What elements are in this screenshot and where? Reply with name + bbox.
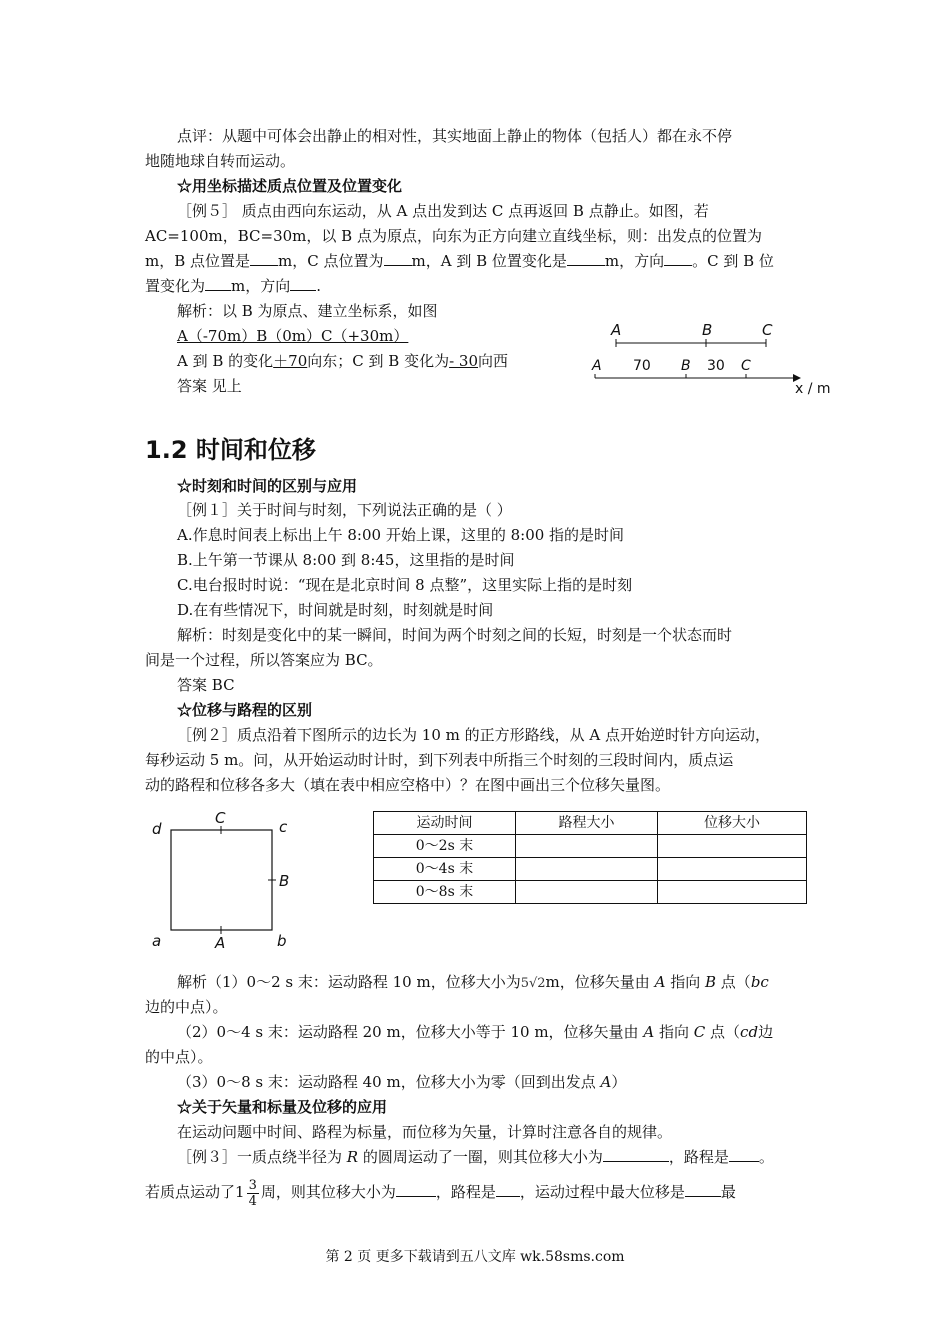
header-time: 运动时间 (374, 812, 516, 835)
blank (396, 1182, 436, 1197)
label-C-axis: C (741, 358, 751, 374)
text: ，路程是 (435, 1183, 496, 1201)
row-time: 0～2s 末 (374, 835, 516, 858)
numerator: 3 (248, 1177, 257, 1193)
text: ，运动过程中最大位移是 (519, 1183, 685, 1201)
text: A (654, 973, 666, 991)
table-row (374, 835, 807, 858)
example5-line-1: ［例５］ 质点由西向东运动，从 A 点出发到达 C 点再返回 B 点静止。如图，若 (177, 202, 709, 220)
text: ，路程是 (668, 1148, 729, 1166)
sqrt-value: 5√2 (520, 976, 546, 991)
option-a: A.作息时间表上标出上午 8:00 开始上课，这里的 8:00 指的是时间 (177, 526, 625, 544)
answer-table (373, 811, 807, 904)
text: ［例３］一质点绕半径为 (177, 1148, 343, 1166)
example3-line-1 (177, 1146, 774, 1168)
row-time: 0～4s 末 (374, 858, 516, 881)
example2-line-3: 动的路程和位移各多大（填在表中相应空格中）？在图中画出三个位移矢量图。 (145, 776, 671, 794)
text: B (704, 973, 717, 991)
label-A-axis: A (592, 358, 602, 374)
solution-2-line-1 (177, 1021, 773, 1043)
label-A-top: A (611, 321, 622, 339)
blank (205, 276, 231, 291)
blank (603, 1147, 669, 1162)
text: 点（ (720, 973, 751, 991)
text: . (316, 277, 322, 295)
text: 解析（1）0～2 s 末：运动路程 10 m，位移大小为 (177, 973, 521, 991)
text: cd (740, 1023, 759, 1041)
example5-answer: 答案 见上 (177, 377, 242, 395)
blank (567, 251, 605, 266)
option-d: D.在有些情况下，时间就是时刻，时刻就是时间 (177, 601, 494, 619)
axis-label: x / m (795, 381, 831, 397)
page-title: 1.2 时间和位移 (145, 436, 316, 464)
text: （3）0～8 s 末：运动路程 40 m，位移大小为零（回到出发点 (177, 1073, 596, 1091)
label-B-axis: B (681, 358, 691, 374)
comment-line-2: 地随地球自转而运动。 (145, 152, 296, 170)
text: 。C 到 B 位 (692, 252, 774, 270)
square-path-diagram (145, 810, 305, 958)
header-distance: 路程大小 (516, 812, 658, 835)
empty-cell[interactable] (516, 881, 658, 904)
example5-analysis-1: 解析：以 B 为原点、建立坐标系，如图 (177, 302, 438, 320)
label-c: c (279, 818, 288, 836)
text: 置变化为 (145, 277, 206, 295)
text: 的圆周运动了一圈，则其位移大小为 (362, 1148, 603, 1166)
example1-question: ［例１］关于时间与时刻，下列说法正确的是（ ） (177, 501, 512, 519)
header-displacement: 位移大小 (658, 812, 807, 835)
section-heading-coordinates: ☆用坐标描述质点位置及位置变化 (177, 177, 403, 195)
example3-line-2 (145, 1174, 736, 1210)
solution-3 (177, 1071, 626, 1093)
section-heading-time: ☆时刻和时间的区别与应用 (177, 477, 358, 495)
text: R (346, 1148, 359, 1166)
fraction (247, 1178, 259, 1209)
text: m，位移矢量由 (545, 973, 650, 991)
coordinate-diagram (585, 315, 845, 400)
text: 点（ (710, 1023, 741, 1041)
text: m，C 点位置为 (278, 252, 384, 270)
blank (384, 251, 412, 266)
empty-cell[interactable] (658, 881, 807, 904)
text: m，A 到 B 位置变化是 (411, 252, 567, 270)
label-b: b (277, 932, 287, 950)
text: A 到 B 的变化 (177, 352, 274, 370)
table-row (374, 881, 807, 904)
label-30: 30 (707, 358, 725, 374)
section-heading-displacement: ☆位移与路程的区别 (177, 701, 313, 719)
denominator: 4 (248, 1193, 257, 1209)
text: 最 (720, 1183, 736, 1201)
text: C (693, 1023, 706, 1041)
text: 指向 (670, 973, 701, 991)
text: 。 (758, 1148, 774, 1166)
mixed-number-whole: 1 (235, 1183, 245, 1201)
example5-line-2: AC=100m，BC=30m，以 B 点为原点，向东为正方向建立直线坐标，则：出发点的位置为 (145, 227, 762, 245)
example5-analysis-2: A（-70m）B（0m）C（+30m） (177, 327, 409, 345)
label-a: a (152, 932, 162, 950)
text: 边 (758, 1023, 774, 1041)
example1-answer: 答案 BC (177, 676, 235, 694)
text: （2）0～4 s 末：运动路程 20 m，位移大小等于 10 m，位移矢量由 (177, 1023, 639, 1041)
solution-1-line-2: 边的中点）。 (145, 998, 228, 1016)
section-heading-vectors: ☆关于矢量和标量及位移的应用 (177, 1098, 388, 1116)
paragraph-vectors: 在运动问题中时间、路程为标量，而位移为矢量，计算时注意各自的规律。 (177, 1123, 673, 1141)
label-A: A (215, 934, 226, 952)
table-header-row (374, 812, 807, 835)
page-footer: 第 2 页 更多下载请到五八文库 wk.58sms.com (325, 1249, 625, 1265)
example1-analysis-1: 解析：时刻是变化中的某一瞬间，时间为两个时刻之间的长短，时刻是一个状态而时 (177, 626, 733, 644)
text: 若质点运动了 (145, 1183, 236, 1201)
blank (664, 251, 692, 266)
text: ＋70 (273, 352, 308, 370)
blank (685, 1182, 721, 1197)
text: ） (611, 1073, 627, 1091)
row-time: 0～8s 末 (374, 881, 516, 904)
text: 指向 (658, 1023, 689, 1041)
text: 向东；C 到 B 变化为 (307, 352, 450, 370)
text: m，方向 (231, 277, 291, 295)
label-d: d (152, 820, 162, 838)
example1-analysis-2: 间是一个过程，所以答案应为 BC。 (145, 651, 383, 669)
option-b: B.上午第一节课从 8:00 到 8:45，这里指的是时间 (177, 551, 515, 569)
example2-line-1: ［例２］质点沿着下图所示的边长为 10 m 的正方形路线，从 A 点开始逆时针方向运动， (177, 726, 770, 744)
text: - 30 (449, 352, 479, 370)
empty-cell[interactable] (516, 835, 658, 858)
square (171, 830, 272, 930)
blank (729, 1147, 759, 1162)
example5-line-3 (145, 250, 774, 272)
label-B: B (279, 872, 290, 890)
text: 周，则其位移大小为 (260, 1183, 396, 1201)
example2-line-2: 每秒运动 5 m。问，从开始运动时计时，到下列表中所指三个时刻的三段时间内，质点运 (145, 751, 734, 769)
empty-cell[interactable] (658, 858, 807, 881)
blank (250, 251, 278, 266)
comment-line-1: 点评：从题中可体会出静止的相对性，其实地面上静止的物体（包括人）都在永不停 (177, 127, 733, 145)
label-C-top: C (762, 321, 773, 339)
empty-cell[interactable] (658, 835, 807, 858)
text: bc (750, 973, 769, 991)
label-70: 70 (633, 358, 651, 374)
text: m，B 点位置是 (145, 252, 251, 270)
solution-2-line-2: 的中点）。 (145, 1048, 213, 1066)
text: A (600, 1073, 612, 1091)
text: 向西 (478, 352, 509, 370)
text: A (643, 1023, 655, 1041)
label-B-top: B (702, 321, 713, 339)
table-row (374, 858, 807, 881)
blank (290, 276, 316, 291)
example5-analysis-3 (177, 350, 508, 372)
blank (496, 1182, 520, 1197)
text: m，方向 (604, 252, 665, 270)
label-C: C (215, 810, 226, 827)
solution-1-line-1 (177, 971, 769, 995)
option-c: C.电台报时时说：“现在是北京时间 8 点整”，这里实际上指的是时刻 (177, 576, 633, 594)
empty-cell[interactable] (516, 858, 658, 881)
example5-line-4 (145, 275, 321, 297)
